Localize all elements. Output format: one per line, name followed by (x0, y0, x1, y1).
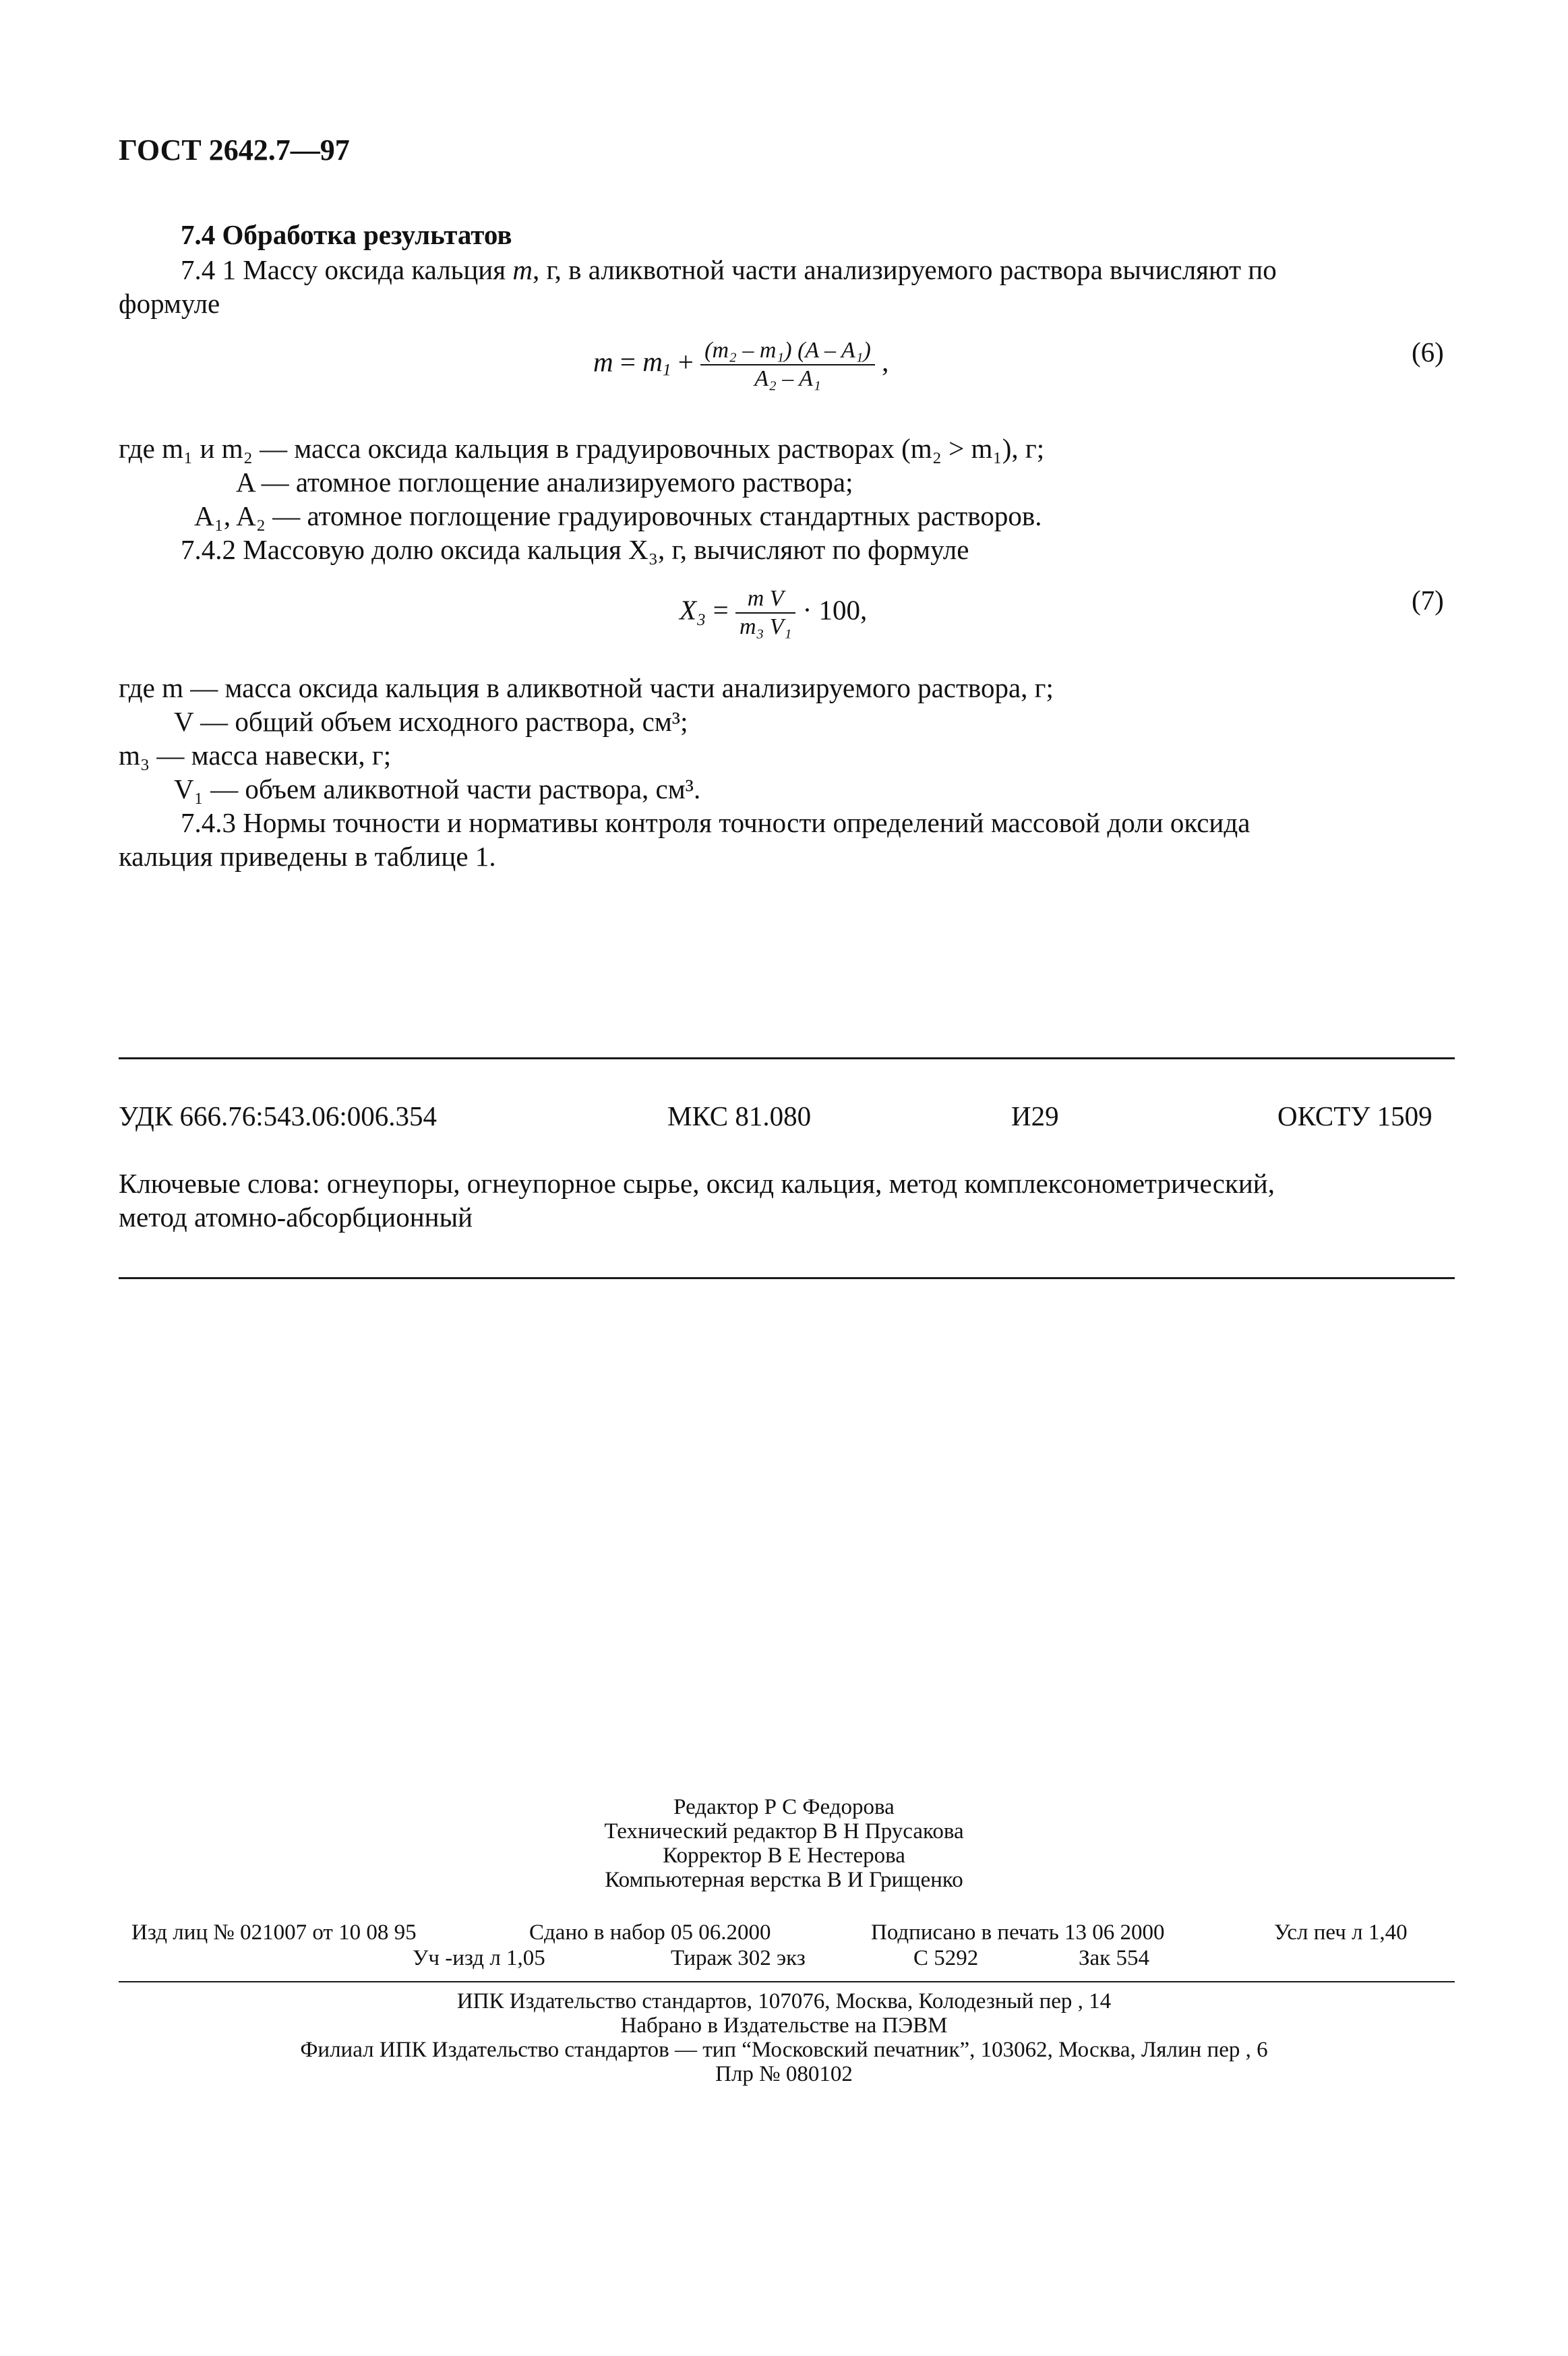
formula-m1: $m_1$ (642, 346, 671, 380)
imprint-order: Зак 554 (1079, 1946, 1149, 1970)
credit-tech-editor: Технический редактор В Н Прусакова (604, 1819, 964, 1844)
publisher-line: Набрано в Издательстве на ПЭВМ (620, 2013, 948, 2038)
imprint-signed: Подписано в печать 13 06 2000 (871, 1920, 1165, 1945)
imprint-circulation: Тираж 302 экз (671, 1946, 806, 1970)
credit-corrector: Корректор В Е Нестерова (663, 1844, 905, 1868)
formula-fraction (700, 337, 875, 392)
divider (119, 1277, 1455, 1279)
paragraph-text: 7.4 1 Массу оксида кальция (181, 254, 513, 285)
variable-m: m (512, 254, 533, 285)
formula-denominator: A₂ – A₁ (754, 366, 821, 391)
divider (119, 1981, 1455, 1982)
formula-7-number: (7) (1412, 585, 1444, 616)
publisher-line: Плр № 080102 (715, 2062, 853, 2086)
imprint-license: Изд лиц № 021007 от 10 08 95 (131, 1920, 417, 1945)
udk-code: УДК 666.76:543.06:006.354 (119, 1100, 437, 1131)
where-line: A — атомное поглощение анализируемого раствора; (236, 467, 853, 498)
formula-tail: · 100, (802, 594, 868, 626)
paragraph-7-4-3-cont: кальция приведены в таблице 1. (119, 841, 496, 872)
where-line: V₁ — объем аликвотной части раствора, см³. (174, 773, 701, 804)
formula-tail: , (882, 346, 889, 378)
publisher-line: ИПК Издательство стандартов, 107076, Москва, Колодезный пер , 14 (456, 1989, 1112, 2013)
i-code: И29 (1011, 1100, 1059, 1131)
divider (119, 1057, 1455, 1059)
imprint-print-sheets: Усл печ л 1,40 (1274, 1920, 1408, 1945)
formula-7 (680, 585, 867, 641)
paragraph-text: , г, в аликвотной части анализируемого раствора вычисляют по (532, 254, 1277, 285)
imprint-typeset: Сдано в набор 05 06.2000 (529, 1920, 771, 1945)
formula-eq: = (620, 346, 636, 378)
credit-editor: Редактор Р С Федорова (673, 1795, 895, 1819)
formula-6 (593, 337, 888, 392)
keywords-line: метод атомно-абсорбционный (119, 1202, 473, 1233)
paragraph-7-4-1 (181, 253, 1277, 287)
where-line: V — общий объем исходного раствора, см³; (174, 706, 688, 737)
okstu-code: ОКСТУ 1509 (1277, 1100, 1433, 1131)
formula-numerator: (m₂ – m₁) (A – A₁) (700, 337, 875, 365)
paragraph-7-4-2: 7.4.2 Массовую долю оксида кальция X₃, г, вычисляют по формуле (181, 534, 969, 565)
formula-6-number: (6) (1412, 336, 1444, 367)
section-heading: 7.4 Обработка результатов (181, 219, 512, 250)
formula-eq: = (713, 594, 729, 626)
formula-denominator: m₃ V₁ (739, 614, 792, 639)
where-line: A₁, A₂ — атомное поглощение градуировочных стандартных растворов. (194, 500, 1042, 531)
formula-lhs: X₃ (680, 594, 706, 626)
where-line: где m₁ и m₂ — масса оксида кальция в градуировочных растворах (m₂ > m₁), г; (119, 433, 1045, 464)
imprint-pub-sheets: Уч -изд л 1,05 (413, 1946, 545, 1970)
paragraph-7-4-3: 7.4.3 Нормы точности и нормативы контроля точности определений массовой доли оксида (181, 807, 1250, 838)
formula-numerator: m V (735, 585, 795, 614)
where-line: m₃ — масса навески, г; (119, 740, 392, 771)
paragraph-7-4-1-cont: формуле (119, 288, 220, 319)
where-line: где m — масса оксида кальция в аликвотной части анализируемого раствора, г; (119, 672, 1054, 703)
keywords-line: Ключевые слова: огнеупоры, огнеупорное сырье, оксид кальция, метод комплексонометрический, (119, 1168, 1275, 1199)
formula-fraction (735, 585, 795, 641)
formula-plus: + (677, 346, 694, 378)
credit-layout: Компьютерная верстка В И Грищенко (605, 1868, 963, 1892)
mks-code: МКС 81.080 (667, 1100, 812, 1131)
document-code: ГОСТ 2642.7—97 (119, 134, 350, 167)
formula-lhs: m (593, 346, 613, 378)
publisher-line: Филиал ИПК Издательство стандартов — тип “Московский печатник”, 103062, Москва, Лялин пер , 6 (300, 2038, 1268, 2062)
imprint-code: С 5292 (913, 1946, 979, 1970)
